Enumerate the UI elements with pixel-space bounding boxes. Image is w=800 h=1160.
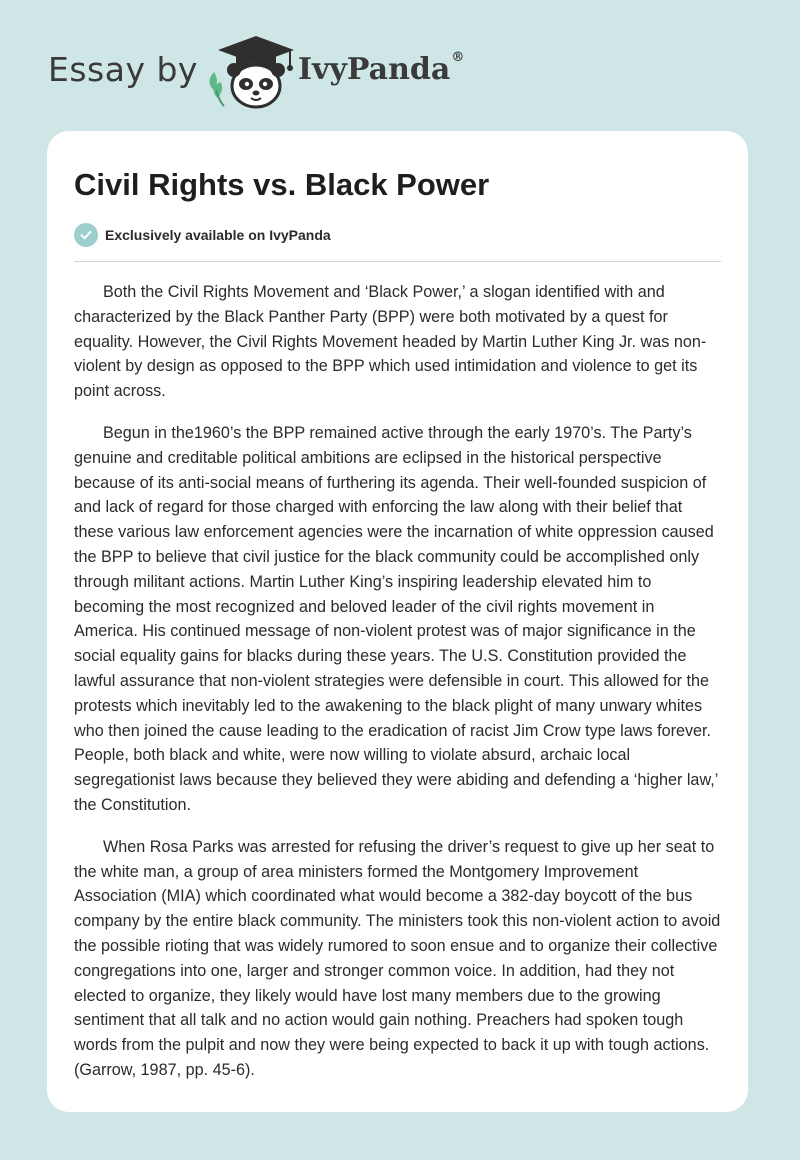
essay-body — [74, 280, 721, 1083]
essay-title: Civil Rights vs. Black Power — [74, 167, 490, 202]
panda-logo-icon[interactable] — [200, 30, 300, 110]
paragraph: When Rosa Parks was arrested for refusing the driver’s request to give up her seat to the white man, a group of area ministers formed the Montgomery Improvement Association (MIA) which coordinated what would become a 382-day boycott of the bus company by the entire black community. The ministers took this non-violent action to avoid the possible rioting that was widely rumored to soon ensue and to organize their collective congregations into one, larger and stronger common voice. In addition, had they not elected to organize, they likely would have lost many members due to the growing sentiment that all talk and no action would gain nothing. Preachers had spoken tough words from the pulpit and now they were being expected to back it up with tough actions. (Garrow, 1987, pp. 45-6). — [74, 837, 721, 1079]
divider — [74, 261, 721, 262]
site-header — [48, 30, 508, 110]
exclusive-label: Exclusively available on IvyPanda — [105, 227, 331, 243]
paragraph: Both the Civil Rights Movement and ‘Black Power,’ a slogan identified with and characterized by the Black Panther Party (BPP) were both motivated by a quest for equality. However, the Civil Rights Movement headed by Martin Luther King Jr. was non-violent by design as opposed to the BPP which used intimidation and violence to get its point across. — [74, 283, 707, 401]
paragraph: Begun in the1960’s the BPP remained active through the early 1970’s. The Party’s genuine and creditable political ambitions are eclipsed in the historical perspective because of its anti-social means of furthering its agenda. Their well-founded suspicion of and lack of regard for those charged with enforcing the law along with their belief that these various law enforcement agencies were the incarnation of white oppression caused the BPP to believe that civil justice for the black community could be accomplished only through militant actions. Martin Luther King’s inspiring leadership elevated him to becoming the most recognized and beloved leader of the civil rights movement in America. His continued message of non-violent protest was of major significance in the social equality gains for blacks during these years. The U.S. Constitution provided the lawful assurance that non-violent strategies were defensible in court. This allowed for the protests which inevitably led to the awakening to the black plight of many unwary whites who then joined the cause leading to the eradication of racist Jim Crow type laws forever. People, both black and white, were now willing to violate absurd, archaic local segregationist laws because they believed they were abiding and defending a ‘higher law,’ the Constitution. — [74, 423, 718, 814]
exclusive-badge — [74, 222, 721, 248]
essay-card — [47, 131, 748, 1112]
brand-name[interactable]: IvyPanda® — [298, 50, 465, 87]
check-icon — [74, 223, 98, 247]
essay-by-label: Essay by — [48, 50, 198, 89]
